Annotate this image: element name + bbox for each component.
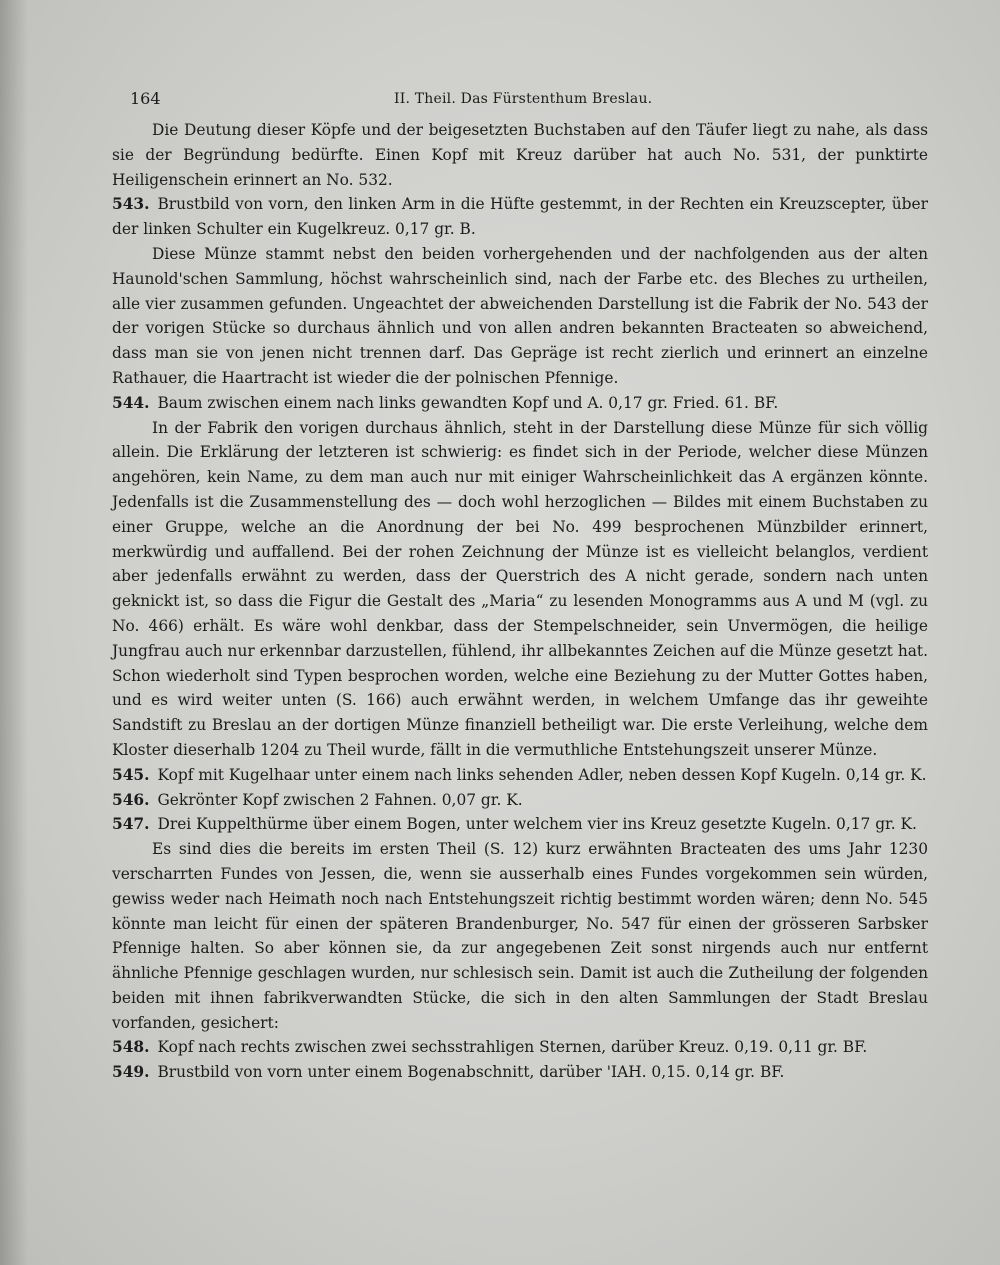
entry-text: Baum zwischen einem nach links gewandten Kopf und A. 0,17 gr. Fried. 61. BF. <box>157 393 779 412</box>
entry-text: Gekrönter Kopf zwischen 2 Fahnen. 0,07 gr. K. <box>157 790 523 809</box>
paragraph-intro: Die Deutung dieser Köpfe und der beigesetzten Buchstaben auf den Täufer liegt zu nahe, als dass sie der Begründung bedürfte. Einen Kopf mit Kreuz darüber hat auch No. 531, der punktirte Heiligenschein erinnert an No. 532. <box>112 121 928 189</box>
paragraph-jessen-find: Es sind dies die bereits im ersten Theil (S. 12) kurz erwähnten Bracteaten des ums Jahr 1230 verscharrten Fundes von Jessen, die, wenn sie ausserhalb eines Fundes vorgekommen sein würden, gewiss weder nach Heimath noch nach Entstehungszeit richtig bestimmt worden wären; denn No. 545 könnte man leicht für einen der späteren Brandenburger, No. 547 für einen der grösseren Sarbsker Pfennige halten. So aber können sie, da zur angegebenen Zeit sonst nirgends auch nur entfernt ähnliche Pfennige geschlagen wurden, nur schlesisch sein. Damit ist auch die Zutheilung der folgenden beiden mit ihnen fabrikverwandten Stücke, die sich in den alten Sammlungen der Stadt Breslau vorfanden, gesichert: <box>112 840 928 1032</box>
paragraph-543-commentary: Diese Münze stammt nebst den beiden vorhergehenden und der nachfolgenden aus der alten Haunold'schen Sammlung, höchst wahrscheinlich sind, nach der Farbe etc. des Bleches zu urtheilen, alle vier zusammen gefunden. Ungeachtet der abweichenden Darstellung ist die Fabrik der No. 543 der der vorigen Stücke so durchaus ähnlich und von allen andren bekannten Bracteaten so abweichend, dass man sie von jenen nicht trennen darf. Das Gepräge ist recht zierlich und erinnert an einzelne Rathauer, die Haartracht ist wieder die der polnischen Pfennige. <box>112 244 928 387</box>
page-number: 164 <box>130 89 161 108</box>
running-head: II. Theil. Das Fürstenthum Breslau. <box>394 91 653 107</box>
entry-text: Kopf nach rechts zwischen zwei sechsstrahligen Sternen, darüber Kreuz. 0,19. 0,11 gr. BF. <box>157 1038 868 1057</box>
page-header <box>112 84 928 118</box>
entry-543 <box>112 192 928 242</box>
entry-546 <box>112 788 928 813</box>
entry-text: Brustbild von vorn unter einem Bogenabschnitt, darüber 'IAH. 0,15. 0,14 gr. BF. <box>157 1063 785 1082</box>
entry-number: 548. <box>112 1038 150 1057</box>
entry-number: 543. <box>112 195 150 214</box>
entry-548 <box>112 1035 928 1060</box>
entry-number: 545. <box>112 765 150 784</box>
entry-549 <box>112 1060 928 1085</box>
entry-number: 544. <box>112 393 150 412</box>
entry-number: 546. <box>112 790 150 809</box>
entry-number: 547. <box>112 815 150 834</box>
entry-text: Kopf mit Kugelhaar unter einem nach links sehenden Adler, neben dessen Kopf Kugeln. 0,14 gr. K. <box>157 765 927 784</box>
entry-544 <box>112 391 928 416</box>
entry-547 <box>112 812 928 837</box>
paragraph-544-commentary: In der Fabrik den vorigen durchaus ähnlich, steht in der Darstellung diese Münze für sich völlig allein. Die Erklärung der letzteren ist schwierig: es findet sich in der Periode, welcher diese Münzen angehören, kein Name, zu dem man auch nur mit einiger Wahrscheinlichkeit das A ergänzen könnte. Jedenfalls ist die Zusammenstellung des — doch wohl herzoglichen — Bildes mit einem Buchstaben zu einer Gruppe, welche an die Anordnung der bei No. 499 besprochenen Münzbilder erinnert, merkwürdig und auffallend. Bei der rohen Zeichnung der Münze ist es vielleicht belanglos, verdient aber jedenfalls erwähnt zu werden, dass der Querstrich des A nicht gerade, sondern nach unten geknickt ist, so dass die Figur die Gestalt des „Maria“ zu lesenden Monogramms aus A und M (vgl. zu No. 466) erhält. Es wäre wohl denkbar, dass der Stempelschneider, sein Unvermögen, die heilige Jungfrau auch nur erkennbar darzustellen, fühlend, ihr allbekanntes Zeichen auf die Münze gesetzt hat. Schon wiederholt sind Typen besprochen worden, welche eine Beziehung zu der Mutter Gottes haben, und es wird weiter unten (S. 166) auch erwähnt werden, in welchem Umfange das ihr geweihte Sandstift zu Breslau an der dortigen Münze finanziell betheiligt war. Die erste Verleihung, welche dem Kloster dieserhalb 1204 zu Theil wurde, fällt in die vermuthliche Entstehungszeit unserer Münze. <box>112 418 928 759</box>
entry-545 <box>112 763 928 788</box>
entry-text: Drei Kuppelthürme über einem Bogen, unter welchem vier ins Kreuz gesetzte Kugeln. 0,17 gr. K. <box>157 815 917 834</box>
entry-number: 549. <box>112 1063 150 1082</box>
binding-shadow <box>0 0 28 1265</box>
entry-text: Brustbild von vorn, den linken Arm in die Hüfte gestemmt, in der Rechten ein Kreuzscepter, über der linken Schulter ein Kugelkreuz. 0,17 gr. B. <box>112 195 928 239</box>
page-text-block <box>112 84 928 1085</box>
